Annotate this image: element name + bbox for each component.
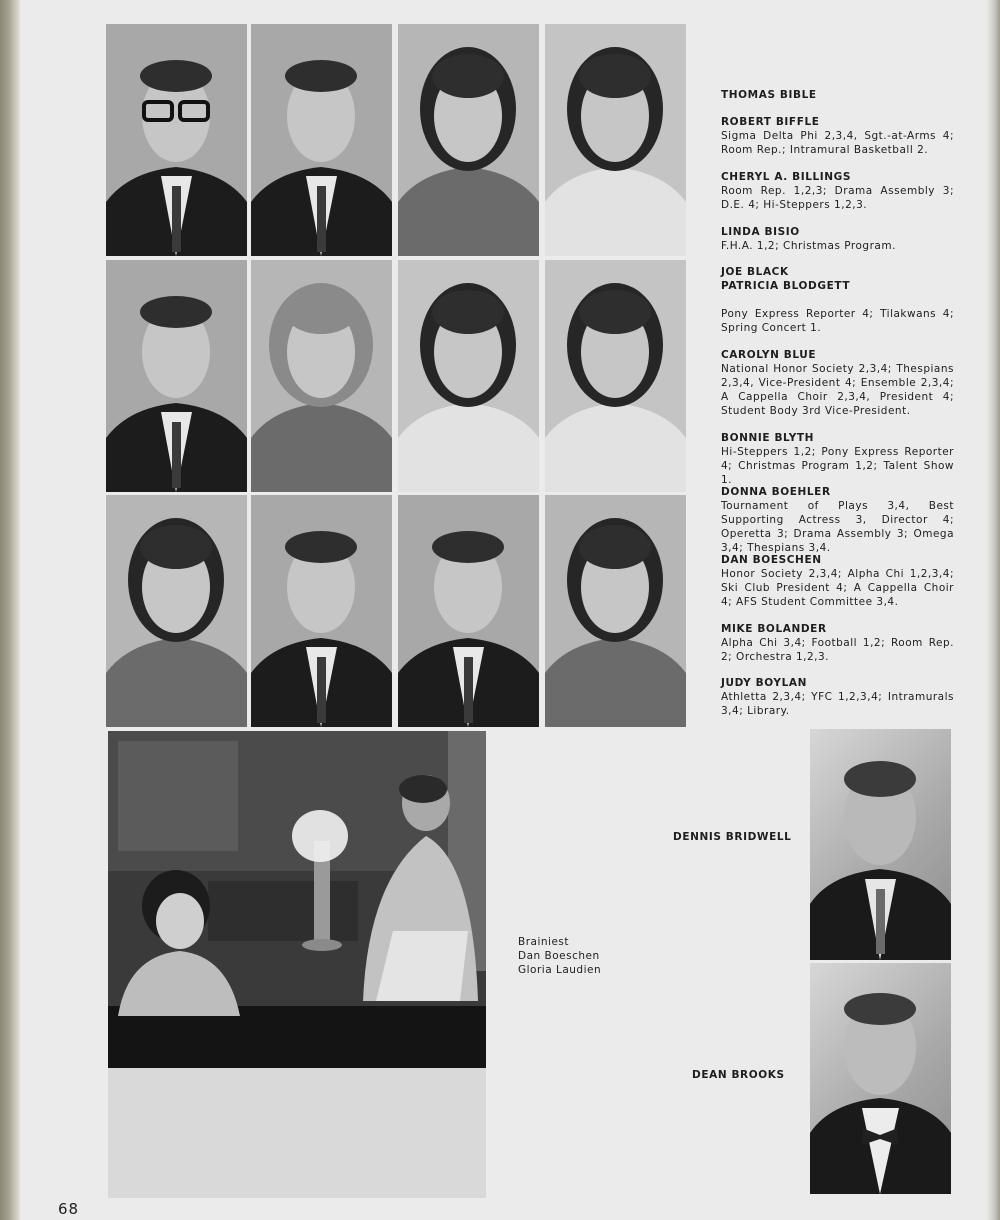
portrait-image — [810, 729, 951, 960]
portrait-image — [545, 495, 686, 727]
portrait-image — [251, 260, 392, 492]
senior-activities: Tournament of Plays 3,4, Best Supporting Actress 3, Director 4; Operetta 3; Drama Assembly 3; Omega 3,4; Thespians 3,4. — [721, 500, 954, 554]
portrait-cheryl-a-billings — [398, 24, 539, 256]
senior-activities: Hi-Steppers 1,2; Pony Express Reporter 4; Christmas Program 1,2; Talent Show 1. — [721, 446, 954, 486]
portrait-robert-biffle — [251, 24, 392, 256]
bio-entry — [721, 307, 954, 335]
bio-entry — [721, 348, 954, 418]
senior-name: LINDA BISIO — [721, 226, 800, 238]
page-edge — [986, 0, 1000, 1220]
book-binding — [0, 0, 20, 1220]
bio-entry — [721, 225, 954, 253]
award-recipient: Gloria Laudien — [518, 964, 602, 976]
portrait-image — [398, 495, 539, 727]
senior-name: CHERYL A. BILLINGS — [721, 171, 852, 183]
bio-entry — [721, 676, 954, 718]
portrait-image — [251, 495, 392, 727]
portrait-image — [251, 24, 392, 256]
bio-entry — [721, 485, 954, 555]
portrait-joe-black — [106, 260, 247, 492]
senior-activities: F.H.A. 1,2; Christmas Program. — [721, 240, 896, 252]
portrait-dan-boeschen — [251, 495, 392, 727]
senior-activities: Room Rep. 1,2,3; Drama Assembly 3; D.E. 4; Hi-Steppers 1,2,3. — [721, 185, 954, 211]
portrait-image — [398, 260, 539, 492]
portrait-judy-boylan — [545, 495, 686, 727]
senior-activities: Honor Society 2,3,4; Alpha Chi 1,2,3,4; Ski Club President 4; A Cappella Choir 4; AFS Student Committee 3,4. — [721, 568, 954, 608]
portrait-patricia-blodgett — [251, 260, 392, 492]
portrait-mike-bolander — [398, 495, 539, 727]
senior-activities: Alpha Chi 3,4; Football 1,2; Room Rep. 2; Orchestra 1,2,3. — [721, 637, 954, 663]
portrait-thomas-bible — [106, 24, 247, 256]
senior-name: BONNIE BLYTH — [721, 432, 815, 444]
senior-name: JOE BLACK — [721, 266, 789, 278]
senior-name: PATRICIA BLODGETT — [721, 280, 851, 292]
portrait-image — [545, 260, 686, 492]
senior-activities: Athletta 2,3,4; YFC 1,2,3,4; Intramurals 3,4; Library. — [721, 691, 954, 717]
senior-name: THOMAS BIBLE — [721, 89, 817, 101]
senior-name: DEAN BROOKS — [692, 1069, 785, 1081]
senior-name: CAROLYN BLUE — [721, 349, 817, 361]
senior-name: DENNIS BRIDWELL — [673, 831, 792, 843]
candid-lab-photo — [108, 731, 486, 1198]
senior-activities: Sigma Delta Phi 2,3,4, Sgt.-at-Arms 4; Room Rep.; Intramural Basketball 2. — [721, 130, 954, 156]
portrait-image — [545, 24, 686, 256]
senior-name: DAN BOESCHEN — [721, 554, 822, 566]
portrait-image — [106, 24, 247, 256]
senior-name: DONNA BOEHLER — [721, 486, 831, 498]
senior-name: JUDY BOYLAN — [721, 677, 808, 689]
bio-entry — [721, 553, 954, 609]
portrait-dennis-bridwell — [810, 729, 951, 960]
portrait-image — [398, 24, 539, 256]
portrait-linda-bisio — [545, 24, 686, 256]
bio-entry — [721, 265, 954, 293]
bio-entry — [721, 115, 954, 157]
bio-entry — [721, 170, 954, 212]
award-title: Brainiest — [518, 936, 569, 948]
portrait-image — [810, 963, 951, 1194]
bio-entry — [721, 431, 954, 487]
bio-entry — [721, 88, 954, 102]
portrait-donna-boehler — [106, 495, 247, 727]
candid-caption — [518, 935, 601, 977]
senior-name: ROBERT BIFFLE — [721, 116, 820, 128]
bio-entry — [721, 622, 954, 664]
senior-activities: Pony Express Reporter 4; Tilakwans 4; Spring Concert 1. — [721, 308, 954, 334]
portrait-carolyn-blue — [398, 260, 539, 492]
portrait-bonnie-blyth — [545, 260, 686, 492]
award-recipient: Dan Boeschen — [518, 950, 600, 962]
senior-name: MIKE BOLANDER — [721, 623, 827, 635]
portrait-dean-brooks — [810, 963, 951, 1194]
page-number: 68 — [58, 1200, 80, 1218]
portrait-image — [106, 260, 247, 492]
senior-activities: National Honor Society 2,3,4; Thespians 2,3,4, Vice-President 4; Ensemble 2,3,4; A Cappella Choir 2,3,4, President 4; Student Body 3rd Vice-President. — [721, 363, 954, 417]
lab-scene-image — [108, 731, 486, 1198]
portrait-image — [106, 495, 247, 727]
